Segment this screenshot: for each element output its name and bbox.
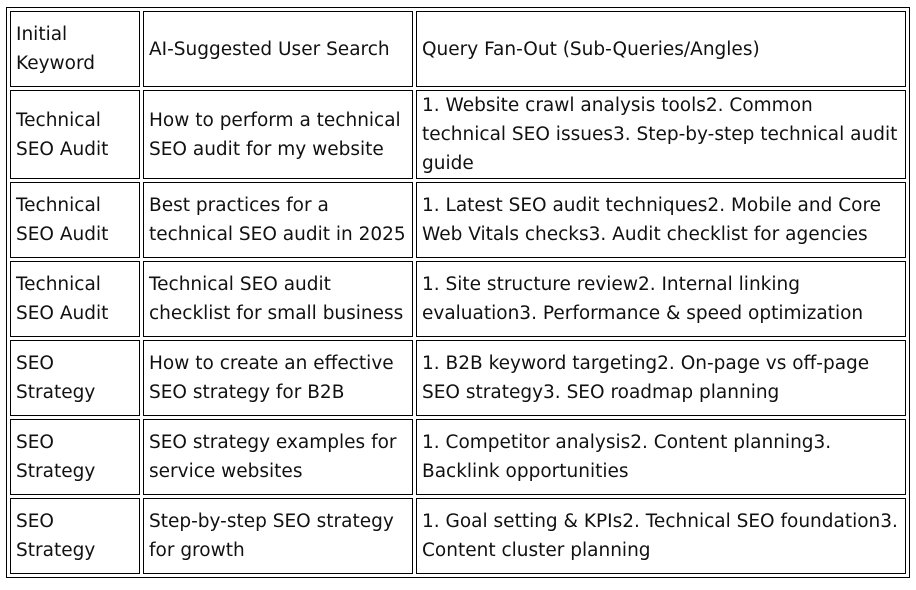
header-query-fan-out: Query Fan-Out (Sub-Queries/Angles) bbox=[416, 11, 906, 87]
cell-user-search: SEO strategy examples for service websites bbox=[143, 419, 413, 495]
cell-initial-keyword: SEO Strategy bbox=[10, 419, 140, 495]
cell-fan-out: 1. Competitor analysis2. Content planning3. Backlink opportunities bbox=[416, 419, 906, 495]
table-row bbox=[10, 182, 906, 258]
table-row bbox=[10, 261, 906, 337]
header-initial-keyword: Initial Keyword bbox=[10, 11, 140, 87]
cell-initial-keyword: Technical SEO Audit bbox=[10, 90, 140, 179]
cell-fan-out: 1. Website crawl analysis tools2. Common technical SEO issues3. Step-by-step technical audit guide bbox=[416, 90, 906, 179]
table-row bbox=[10, 340, 906, 416]
table-row bbox=[10, 419, 906, 495]
cell-fan-out: 1. Site structure review2. Internal linking evaluation3. Performance & speed optimization bbox=[416, 261, 906, 337]
cell-initial-keyword: Technical SEO Audit bbox=[10, 261, 140, 337]
cell-user-search: Best practices for a technical SEO audit in 2025 bbox=[143, 182, 413, 258]
cell-user-search: How to perform a technical SEO audit for my website bbox=[143, 90, 413, 179]
keyword-fanout-table bbox=[6, 7, 910, 578]
cell-fan-out: 1. Latest SEO audit techniques2. Mobile and Core Web Vitals checks3. Audit checklist for agencies bbox=[416, 182, 906, 258]
table-row bbox=[10, 90, 906, 179]
cell-user-search: How to create an effective SEO strategy for B2B bbox=[143, 340, 413, 416]
cell-initial-keyword: SEO Strategy bbox=[10, 498, 140, 574]
table-header-row bbox=[10, 11, 906, 87]
header-ai-suggested-search: AI-Suggested User Search bbox=[143, 11, 413, 87]
cell-initial-keyword: SEO Strategy bbox=[10, 340, 140, 416]
cell-initial-keyword: Technical SEO Audit bbox=[10, 182, 140, 258]
cell-fan-out: 1. Goal setting & KPIs2. Technical SEO foundation3. Content cluster planning bbox=[416, 498, 906, 574]
cell-user-search: Technical SEO audit checklist for small business bbox=[143, 261, 413, 337]
cell-fan-out: 1. B2B keyword targeting2. On-page vs off-page SEO strategy3. SEO roadmap planning bbox=[416, 340, 906, 416]
table-row bbox=[10, 498, 906, 574]
cell-user-search: Step-by-step SEO strategy for growth bbox=[143, 498, 413, 574]
